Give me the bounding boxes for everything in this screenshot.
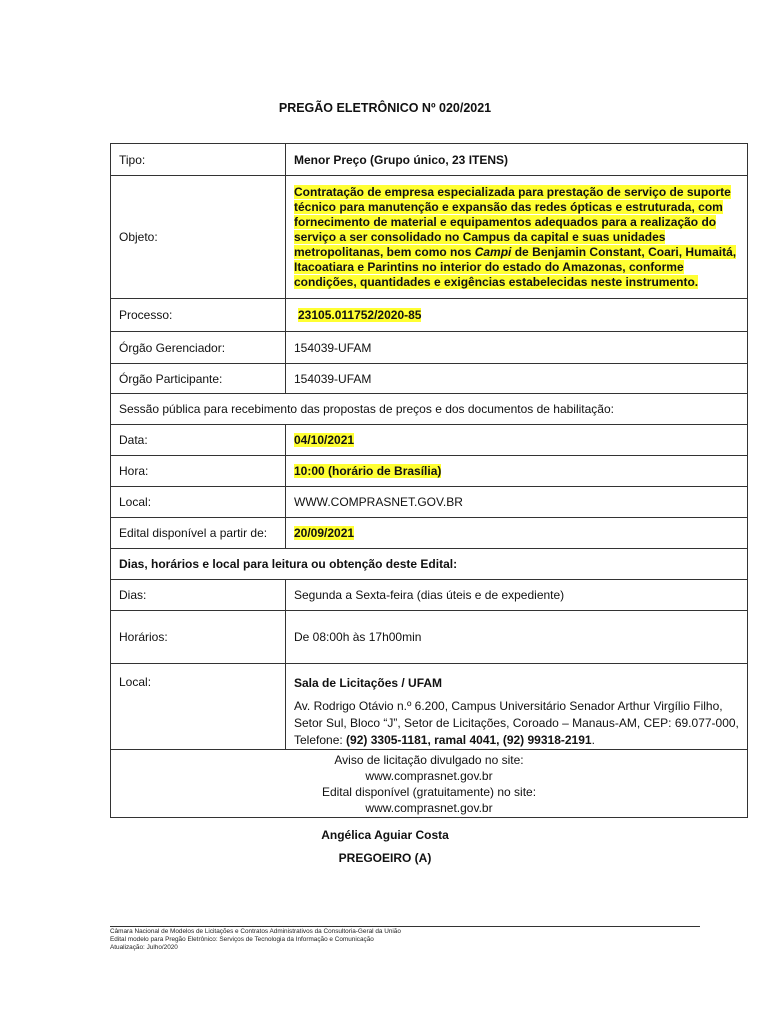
orgao-participante-value: 154039-UFAM — [286, 364, 748, 394]
orgao-gerenciador-label: Órgão Gerenciador: — [111, 332, 286, 364]
row-data — [111, 425, 748, 456]
hora-label: Hora: — [111, 456, 286, 487]
aviso-site-2: www.comprasnet.gov.br — [365, 800, 493, 815]
objeto-highlight: Contratação de empresa especializada para prestação de serviço de suporte técnico para manutenção e expansão das redes ópticas e estruturada, com fornecimento de material e equipamentos adequados para a realização do serviço a ser consolidado no Campus da capital e suas unidades metropolitanas, bem como nos Campi de Benjamin Constant, Coari, Humaitá, Itacoatiara e Parintins no interior do estado do Amazonas, conforme condições, quantidades e exigências estabelecidas neste instrumento. — [294, 184, 737, 289]
row-local-leitura — [111, 664, 748, 750]
row-orgao-gerenciador — [111, 332, 748, 364]
orgao-gerenciador-value: 154039-UFAM — [286, 332, 748, 364]
dias-header: Dias, horários e local para leitura ou obtenção deste Edital: — [111, 549, 748, 580]
horarios-label: Horários: — [111, 611, 286, 664]
row-local-sessao — [111, 487, 748, 518]
local-leitura-address: Av. Rodrigo Otávio n.º 6.200, Campus Universitário Senador Arthur Virgílio Filho, Setor Sul, Bloco “J”, Setor de Licitações, Coroado – Manaus-AM, CEP: 69.077-000, Telefone: (92) 3305-1181, ramal 4041, (92) 99318-2191. — [294, 699, 739, 747]
hora-value: 10:00 (horário de Brasília) — [286, 456, 748, 487]
horarios-value: De 08:00h às 17h00min — [286, 611, 748, 664]
row-dias — [111, 580, 748, 611]
row-edital-disponivel — [111, 518, 748, 549]
edital-disponivel-value: 20/09/2021 — [286, 518, 748, 549]
tipo-value: Menor Preço (Grupo único, 23 ITENS) — [286, 144, 748, 176]
local-leitura-phones: (92) 3305-1181, ramal 4041, (92) 99318-2191 — [346, 733, 592, 747]
processo-value: 23105.011752/2020-85 — [286, 299, 748, 332]
data-value: 04/10/2021 — [286, 425, 748, 456]
row-horarios — [111, 611, 748, 664]
row-hora — [111, 456, 748, 487]
row-dias-header — [111, 549, 748, 580]
tipo-label: Tipo: — [111, 144, 286, 176]
data-label: Data: — [111, 425, 286, 456]
local-sessao-value: WWW.COMPRASNET.GOV.BR — [286, 487, 748, 518]
row-objeto — [111, 176, 748, 299]
sessao-header: Sessão pública para recebimento das propostas de preços e dos documentos de habilitação: — [111, 394, 748, 425]
row-processo — [111, 299, 748, 332]
local-sessao-label: Local: — [111, 487, 286, 518]
processo-label: Processo: — [111, 299, 286, 332]
footer-line-3: Atualização: Julho/2020 — [110, 944, 178, 951]
signature-name: Angélica Aguiar Costa — [321, 828, 449, 842]
dias-value: Segunda a Sexta-feira (dias úteis e de expediente) — [286, 580, 748, 611]
footer-divider — [110, 926, 700, 927]
local-leitura-label: Local: — [111, 664, 286, 750]
footer-line-2: Edital modelo para Pregão Eletrônico: Serviços de Tecnologia da Informação e Comunicação — [110, 936, 374, 943]
edital-summary-table — [110, 143, 748, 818]
row-orgao-participante — [111, 364, 748, 394]
objeto-label: Objeto: — [111, 176, 286, 299]
aviso-cell — [111, 750, 748, 818]
footer-line-1: Câmara Nacional de Modelos de Licitações e Contratos Administrativos da Consultoria-Geral da União — [110, 928, 401, 935]
document-title: PREGÃO ELETRÔNICO Nº 020/2021 — [278, 101, 492, 115]
objeto-value — [286, 176, 748, 299]
aviso-line-2: Edital disponível (gratuitamente) no site: — [321, 784, 537, 799]
signature-role: PREGOEIRO (A) — [338, 851, 432, 865]
aviso-line-1: Aviso de licitação divulgado no site: — [334, 752, 524, 767]
orgao-participante-label: Órgão Participante: — [111, 364, 286, 394]
aviso-site-1: www.comprasnet.gov.br — [365, 768, 493, 783]
row-aviso — [111, 750, 748, 818]
footer — [110, 928, 401, 952]
local-leitura-title: Sala de Licitações / UFAM — [294, 676, 443, 690]
edital-disponivel-label: Edital disponível a partir de: — [111, 518, 286, 549]
row-tipo — [111, 144, 748, 176]
dias-label: Dias: — [111, 580, 286, 611]
local-leitura-value — [286, 664, 748, 750]
row-sessao-header — [111, 394, 748, 425]
